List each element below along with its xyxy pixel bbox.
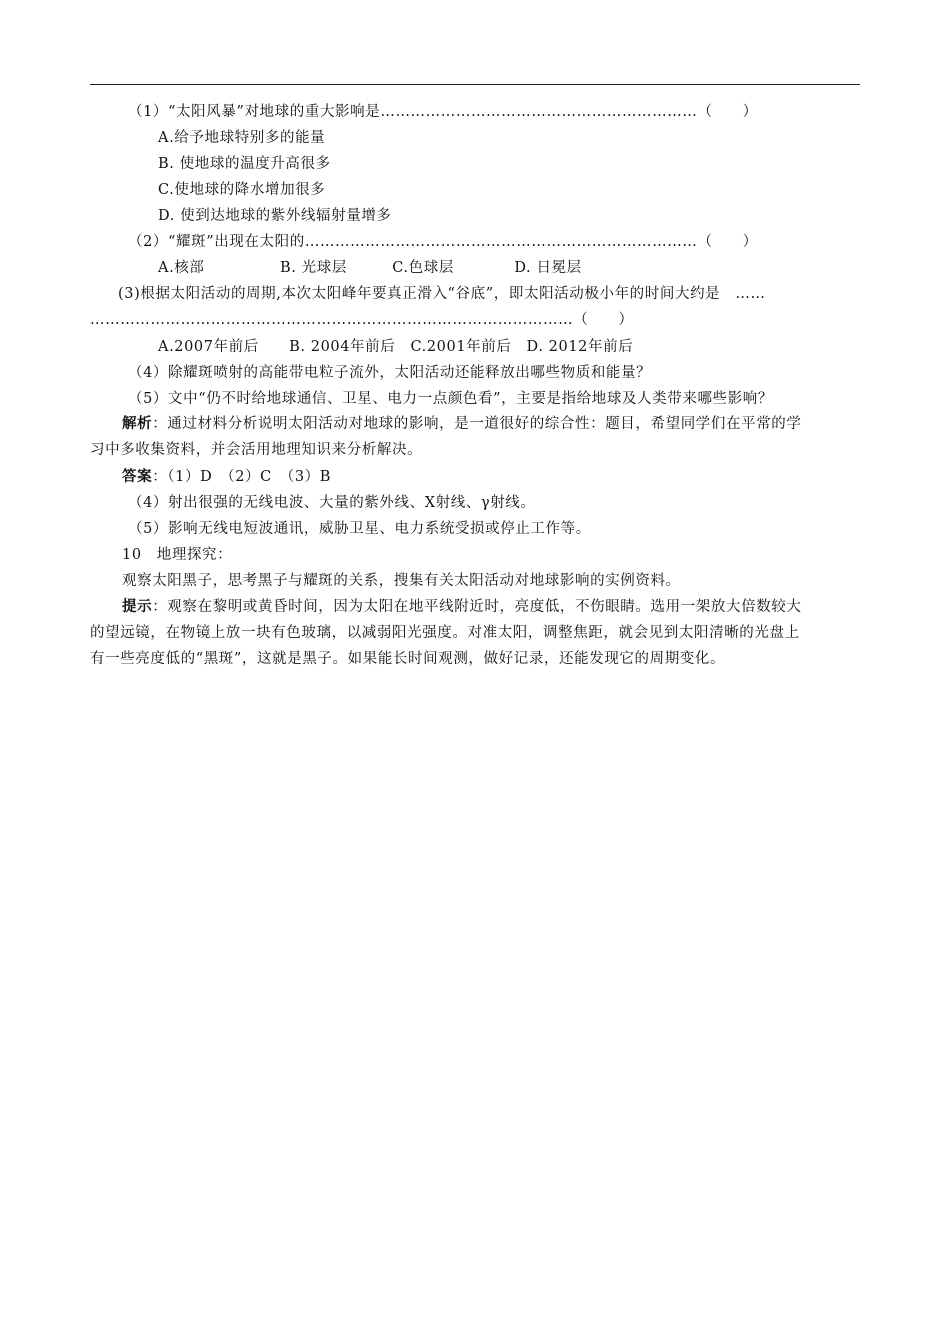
analysis-text: ：通过材料分析说明太阳活动对地球的影响，是一道很好的综合性：题目，希望同学们在平常的学 <box>152 416 802 432</box>
analysis-label: 解析 <box>122 415 153 432</box>
analysis-line1 <box>122 414 802 434</box>
q1-option-d: D. 使到达地球的紫外线辐射量增多 <box>158 208 392 224</box>
q2-stem: （2）“耀斑”出现在太阳的……………………………………………………………………（ ） <box>128 234 758 250</box>
answer-line2: （4）射出很强的无线电波、大量的紫外线、X射线、γ射线。 <box>128 495 536 511</box>
q4-stem: （4）除耀斑喷射的高能带电粒子流外，太阳活动还能释放出哪些物质和能量？ <box>128 365 652 381</box>
analysis-line2: 习中多收集资料，并会活用地理知识来分析解决。 <box>90 442 423 458</box>
q5-stem: （5）文中“仍不时给地球通信、卫星、电力一点颜色看”，主要是指给地球及人类带来哪些影响？ <box>128 391 773 407</box>
hint-line2: 的望远镜，在物镜上放一块有色玻璃，以减弱阳光强度。对准太阳，调整焦距，就会见到太阳清晰的光盘上 <box>90 625 800 641</box>
q3-stem-line2: ……………………………………………………………………………………（ ） <box>90 312 634 328</box>
hint-line1 <box>122 597 802 617</box>
answer-label: 答案 <box>122 468 153 485</box>
hint-label: 提示 <box>122 598 153 615</box>
answer-line1 <box>122 467 331 487</box>
q1-option-c: C.使地球的降水增加很多 <box>158 182 326 198</box>
header-rule <box>90 84 860 85</box>
q3-stem-line1: (3)根据太阳活动的周期,本次太阳峰年要真正滑入“谷底”，即太阳活动极小年的时间大约是 …… <box>118 286 766 302</box>
q3-options: A.2007年前后 B. 2004年前后 C.2001年前后 D. 2012年前后 <box>158 339 634 355</box>
q10-text: 观察太阳黑子，思考黑子与耀斑的关系，搜集有关太阳活动对地球影响的实例资料。 <box>122 573 681 589</box>
q1-option-a: A.给予地球特别多的能量 <box>158 130 326 146</box>
q2-options: A.核部 B. 光球层 C.色球层 D. 日冕层 <box>158 260 582 276</box>
q1-stem: （1）“太阳风暴”对地球的重大影响是………………………………………………………（ ） <box>128 104 758 120</box>
hint-line3: 有一些亮度低的“黑斑”，这就是黑子。如果能长时间观测，做好记录，还能发现它的周期变化。 <box>90 651 726 667</box>
answer-text: ：（1）D （2）C （3）B <box>152 469 332 485</box>
hint-text: ：观察在黎明或黄昏时间，因为太阳在地平线附近时，亮度低，不伤眼睛。选用一架放大倍数较大 <box>152 599 802 615</box>
q1-option-b: B. 使地球的温度升高很多 <box>158 156 331 172</box>
answer-line3: （5）影响无线电短波通讯，威胁卫星、电力系统受损或停止工作等。 <box>128 521 591 537</box>
q10-title: 10 地理探究： <box>122 547 233 563</box>
